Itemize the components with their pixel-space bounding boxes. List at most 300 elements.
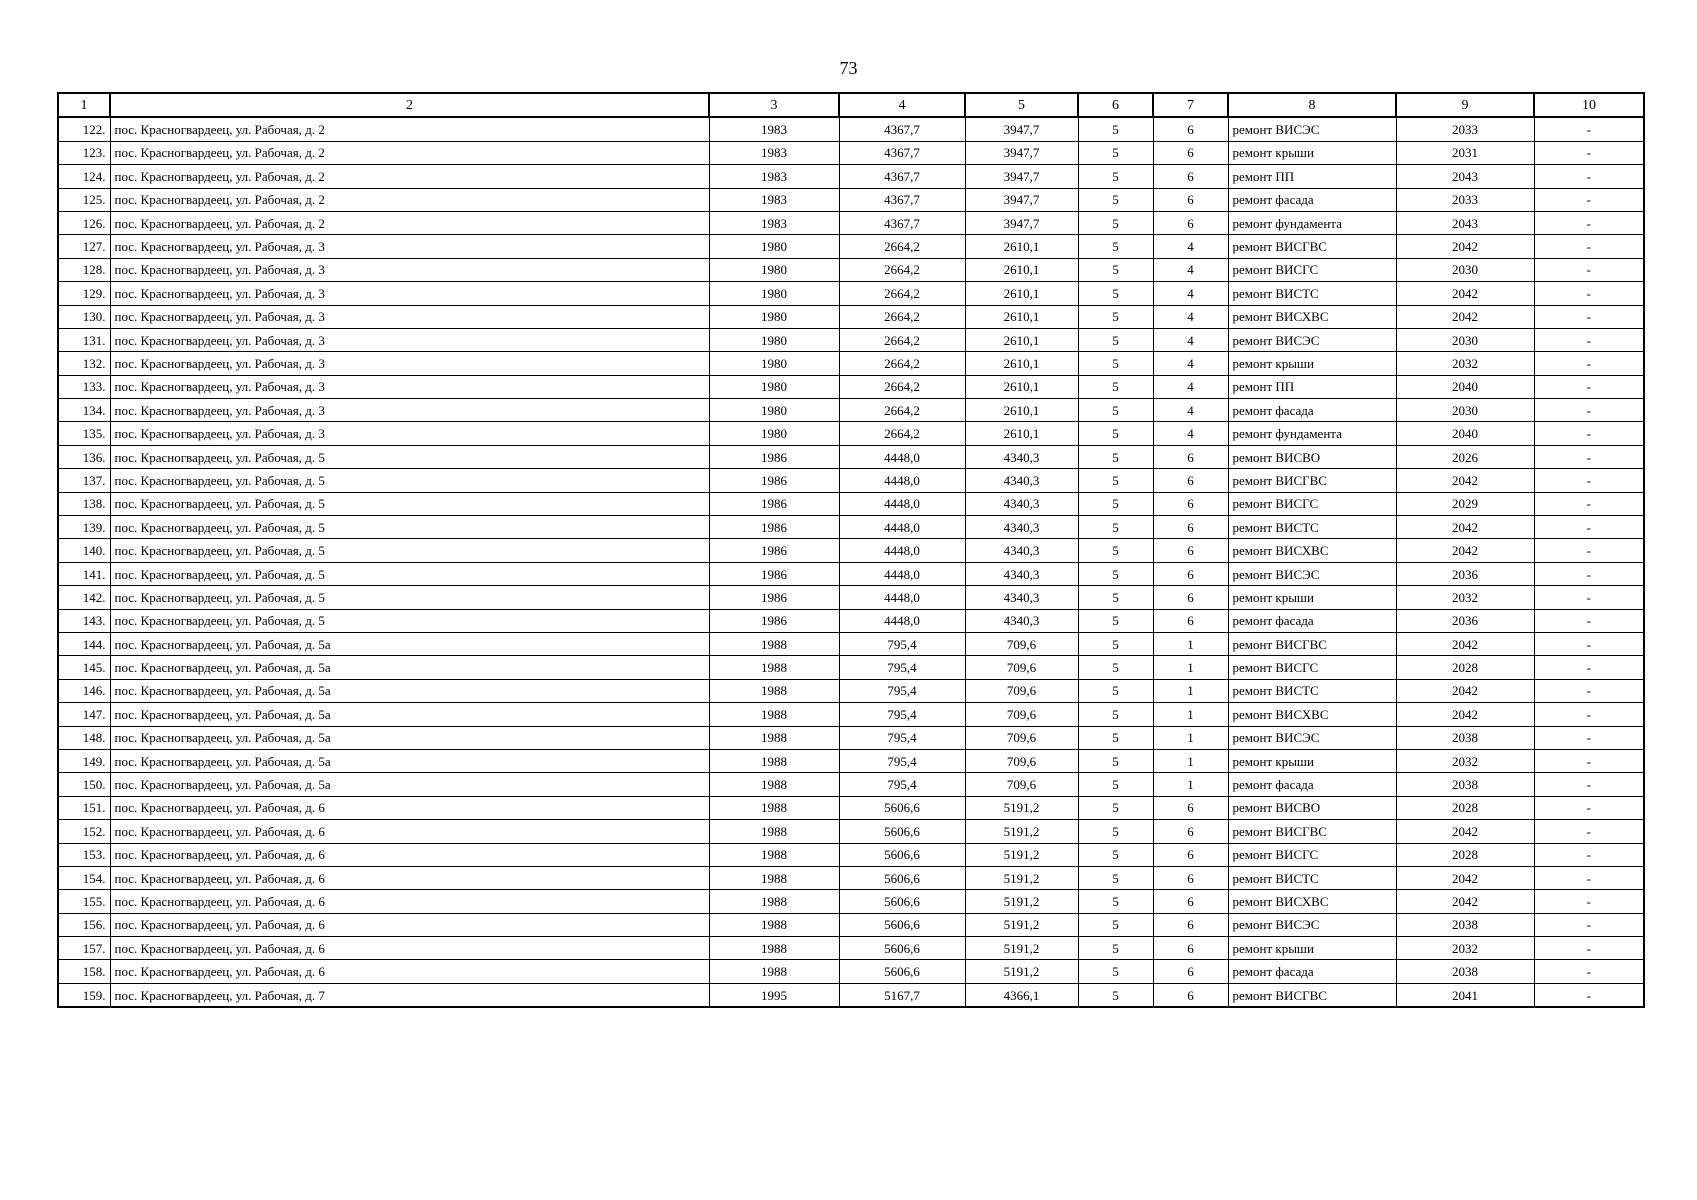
planned-year-cell: 2036 [1396,609,1534,632]
address-cell: пос. Красногвардеец, ул. Рабочая, д. 2 [110,188,709,211]
table-row [58,679,1644,702]
address-cell: пос. Красногвардеец, ул. Рабочая, д. 3 [110,305,709,328]
year-cell: 1988 [709,960,839,983]
total-area-cell: 5606,6 [839,796,965,819]
note-cell: - [1534,632,1644,655]
floors-cell: 5 [1078,609,1153,632]
table-row [58,890,1644,913]
address-cell: пос. Красногвардеец, ул. Рабочая, д. 3 [110,258,709,281]
year-cell: 1988 [709,820,839,843]
work-type-cell: ремонт ВИСВО [1228,796,1396,819]
row-number-cell: 149. [58,749,110,772]
work-type-cell: ремонт крыши [1228,749,1396,772]
planned-year-cell: 2042 [1396,539,1534,562]
planned-year-cell: 2040 [1396,375,1534,398]
planned-year-cell: 2030 [1396,399,1534,422]
entrances-cell: 4 [1153,328,1228,351]
row-number-cell: 134. [58,399,110,422]
year-cell: 1988 [709,890,839,913]
planned-year-cell: 2040 [1396,422,1534,445]
address-cell: пос. Красногвардеец, ул. Рабочая, д. 3 [110,399,709,422]
total-area-cell: 795,4 [839,679,965,702]
entrances-cell: 6 [1153,609,1228,632]
work-type-cell: ремонт ВИСТС [1228,516,1396,539]
note-cell: - [1534,211,1644,234]
note-cell: - [1534,562,1644,585]
entrances-cell: 4 [1153,282,1228,305]
floors-cell: 5 [1078,305,1153,328]
total-area-cell: 4448,0 [839,516,965,539]
note-cell: - [1534,703,1644,726]
row-number-cell: 127. [58,235,110,258]
living-area-cell: 709,6 [965,679,1078,702]
note-cell: - [1534,282,1644,305]
living-area-cell: 709,6 [965,703,1078,726]
note-cell: - [1534,866,1644,889]
table-row [58,703,1644,726]
living-area-cell: 3947,7 [965,211,1078,234]
floors-cell: 5 [1078,422,1153,445]
note-cell: - [1534,539,1644,562]
note-cell: - [1534,141,1644,164]
floors-cell: 5 [1078,352,1153,375]
living-area-cell: 5191,2 [965,866,1078,889]
note-cell: - [1534,960,1644,983]
living-area-cell: 5191,2 [965,796,1078,819]
planned-year-cell: 2038 [1396,773,1534,796]
year-cell: 1995 [709,983,839,1007]
year-cell: 1988 [709,749,839,772]
total-area-cell: 5606,6 [839,937,965,960]
entrances-cell: 6 [1153,469,1228,492]
column-header: 6 [1078,93,1153,117]
total-area-cell: 795,4 [839,749,965,772]
entrances-cell: 1 [1153,773,1228,796]
year-cell: 1986 [709,609,839,632]
work-type-cell: ремонт фасада [1228,188,1396,211]
row-number-cell: 158. [58,960,110,983]
year-cell: 1988 [709,656,839,679]
entrances-cell: 6 [1153,492,1228,515]
year-cell: 1988 [709,937,839,960]
floors-cell: 5 [1078,469,1153,492]
total-area-cell: 2664,2 [839,258,965,281]
address-cell: пос. Красногвардеец, ул. Рабочая, д. 5 [110,609,709,632]
table-row [58,492,1644,515]
row-number-cell: 140. [58,539,110,562]
work-type-cell: ремонт ВИСЭС [1228,328,1396,351]
row-number-cell: 126. [58,211,110,234]
year-cell: 1988 [709,726,839,749]
column-header: 4 [839,93,965,117]
total-area-cell: 2664,2 [839,235,965,258]
planned-year-cell: 2042 [1396,305,1534,328]
entrances-cell: 1 [1153,726,1228,749]
year-cell: 1980 [709,258,839,281]
table-row [58,141,1644,164]
note-cell: - [1534,235,1644,258]
total-area-cell: 2664,2 [839,399,965,422]
planned-year-cell: 2033 [1396,188,1534,211]
column-header: 1 [58,93,110,117]
year-cell: 1988 [709,866,839,889]
living-area-cell: 709,6 [965,773,1078,796]
floors-cell: 5 [1078,843,1153,866]
floors-cell: 5 [1078,562,1153,585]
total-area-cell: 2664,2 [839,375,965,398]
work-type-cell: ремонт ПП [1228,375,1396,398]
address-cell: пос. Красногвардеец, ул. Рабочая, д. 2 [110,141,709,164]
living-area-cell: 3947,7 [965,141,1078,164]
table-row [58,422,1644,445]
living-area-cell: 3947,7 [965,188,1078,211]
row-number-cell: 153. [58,843,110,866]
page-number: 73 [839,58,858,78]
entrances-cell: 6 [1153,562,1228,585]
living-area-cell: 2610,1 [965,352,1078,375]
total-area-cell: 2664,2 [839,282,965,305]
total-area-cell: 795,4 [839,632,965,655]
entrances-cell: 4 [1153,375,1228,398]
planned-year-cell: 2042 [1396,866,1534,889]
address-cell: пос. Красногвардеец, ул. Рабочая, д. 6 [110,937,709,960]
entrances-cell: 1 [1153,632,1228,655]
work-type-cell: ремонт фасада [1228,399,1396,422]
work-type-cell: ремонт ВИСЭС [1228,562,1396,585]
planned-year-cell: 2042 [1396,469,1534,492]
address-cell: пос. Красногвардеец, ул. Рабочая, д. 5а [110,632,709,655]
note-cell: - [1534,165,1644,188]
planned-year-cell: 2031 [1396,141,1534,164]
year-cell: 1986 [709,539,839,562]
address-cell: пос. Красногвардеец, ул. Рабочая, д. 5 [110,516,709,539]
year-cell: 1983 [709,188,839,211]
table-row [58,960,1644,983]
note-cell: - [1534,352,1644,375]
table-row [58,328,1644,351]
table-row [58,516,1644,539]
living-area-cell: 709,6 [965,656,1078,679]
planned-year-cell: 2032 [1396,586,1534,609]
table-row [58,773,1644,796]
table-row [58,632,1644,655]
year-cell: 1988 [709,843,839,866]
year-cell: 1986 [709,562,839,585]
table-row [58,211,1644,234]
entrances-cell: 6 [1153,960,1228,983]
planned-year-cell: 2042 [1396,890,1534,913]
address-cell: пос. Красногвардеец, ул. Рабочая, д. 6 [110,820,709,843]
table-row [58,188,1644,211]
work-type-cell: ремонт ВИСГС [1228,492,1396,515]
entrances-cell: 6 [1153,165,1228,188]
address-cell: пос. Красногвардеец, ул. Рабочая, д. 3 [110,352,709,375]
entrances-cell: 6 [1153,141,1228,164]
entrances-cell: 4 [1153,352,1228,375]
note-cell: - [1534,469,1644,492]
planned-year-cell: 2042 [1396,516,1534,539]
work-type-cell: ремонт ВИСТС [1228,679,1396,702]
living-area-cell: 4340,3 [965,586,1078,609]
living-area-cell: 4340,3 [965,609,1078,632]
living-area-cell: 5191,2 [965,913,1078,936]
entrances-cell: 1 [1153,679,1228,702]
floors-cell: 5 [1078,399,1153,422]
row-number-cell: 154. [58,866,110,889]
year-cell: 1980 [709,305,839,328]
work-type-cell: ремонт ВИСХВС [1228,890,1396,913]
entrances-cell: 6 [1153,796,1228,819]
address-cell: пос. Красногвардеец, ул. Рабочая, д. 3 [110,282,709,305]
floors-cell: 5 [1078,492,1153,515]
total-area-cell: 2664,2 [839,328,965,351]
floors-cell: 5 [1078,820,1153,843]
work-type-cell: ремонт ВИСТС [1228,866,1396,889]
note-cell: - [1534,937,1644,960]
floors-cell: 5 [1078,258,1153,281]
total-area-cell: 5606,6 [839,866,965,889]
address-cell: пос. Красногвардеец, ул. Рабочая, д. 7 [110,983,709,1007]
row-number-cell: 148. [58,726,110,749]
planned-year-cell: 2029 [1396,492,1534,515]
row-number-cell: 137. [58,469,110,492]
table-row [58,820,1644,843]
planned-year-cell: 2033 [1396,117,1534,141]
note-cell: - [1534,843,1644,866]
total-area-cell: 4367,7 [839,211,965,234]
floors-cell: 5 [1078,328,1153,351]
entrances-cell: 6 [1153,866,1228,889]
year-cell: 1980 [709,352,839,375]
table-row [58,539,1644,562]
entrances-cell: 6 [1153,820,1228,843]
living-area-cell: 5191,2 [965,843,1078,866]
address-cell: пос. Красногвардеец, ул. Рабочая, д. 5 [110,539,709,562]
entrances-cell: 1 [1153,749,1228,772]
address-cell: пос. Красногвардеец, ул. Рабочая, д. 3 [110,375,709,398]
living-area-cell: 4340,3 [965,562,1078,585]
address-cell: пос. Красногвардеец, ул. Рабочая, д. 5 [110,562,709,585]
table-row [58,117,1644,141]
address-cell: пос. Красногвардеец, ул. Рабочая, д. 2 [110,165,709,188]
table-header-row [58,93,1644,117]
row-number-cell: 147. [58,703,110,726]
table-row [58,305,1644,328]
living-area-cell: 4340,3 [965,516,1078,539]
total-area-cell: 795,4 [839,726,965,749]
year-cell: 1986 [709,492,839,515]
floors-cell: 5 [1078,445,1153,468]
table-row [58,445,1644,468]
table-row [58,726,1644,749]
column-header: 10 [1534,93,1644,117]
table-row [58,469,1644,492]
work-type-cell: ремонт ВИСЭС [1228,117,1396,141]
note-cell: - [1534,375,1644,398]
total-area-cell: 4367,7 [839,188,965,211]
floors-cell: 5 [1078,983,1153,1007]
entrances-cell: 4 [1153,305,1228,328]
address-cell: пос. Красногвардеец, ул. Рабочая, д. 5а [110,679,709,702]
total-area-cell: 4448,0 [839,492,965,515]
floors-cell: 5 [1078,796,1153,819]
work-type-cell: ремонт крыши [1228,586,1396,609]
note-cell: - [1534,586,1644,609]
work-type-cell: ремонт фундамента [1228,422,1396,445]
address-cell: пос. Красногвардеец, ул. Рабочая, д. 6 [110,843,709,866]
repair-schedule-table [57,92,1645,1008]
table-row [58,983,1644,1007]
year-cell: 1986 [709,586,839,609]
note-cell: - [1534,516,1644,539]
floors-cell: 5 [1078,117,1153,141]
floors-cell: 5 [1078,632,1153,655]
row-number-cell: 122. [58,117,110,141]
row-number-cell: 132. [58,352,110,375]
total-area-cell: 5606,6 [839,820,965,843]
work-type-cell: ремонт ПП [1228,165,1396,188]
total-area-cell: 5606,6 [839,843,965,866]
planned-year-cell: 2041 [1396,983,1534,1007]
work-type-cell: ремонт крыши [1228,352,1396,375]
entrances-cell: 6 [1153,117,1228,141]
address-cell: пос. Красногвардеец, ул. Рабочая, д. 6 [110,913,709,936]
floors-cell: 5 [1078,749,1153,772]
total-area-cell: 4448,0 [839,539,965,562]
year-cell: 1988 [709,913,839,936]
row-number-cell: 142. [58,586,110,609]
living-area-cell: 4340,3 [965,445,1078,468]
address-cell: пос. Красногвардеец, ул. Рабочая, д. 5а [110,703,709,726]
row-number-cell: 155. [58,890,110,913]
column-header: 3 [709,93,839,117]
address-cell: пос. Красногвардеец, ул. Рабочая, д. 2 [110,211,709,234]
work-type-cell: ремонт крыши [1228,141,1396,164]
living-area-cell: 4340,3 [965,492,1078,515]
table-row [58,913,1644,936]
year-cell: 1980 [709,282,839,305]
living-area-cell: 2610,1 [965,282,1078,305]
planned-year-cell: 2038 [1396,913,1534,936]
floors-cell: 5 [1078,188,1153,211]
floors-cell: 5 [1078,539,1153,562]
column-header: 5 [965,93,1078,117]
year-cell: 1986 [709,469,839,492]
row-number-cell: 144. [58,632,110,655]
address-cell: пос. Красногвардеец, ул. Рабочая, д. 5а [110,726,709,749]
note-cell: - [1534,258,1644,281]
row-number-cell: 129. [58,282,110,305]
total-area-cell: 5606,6 [839,960,965,983]
planned-year-cell: 2042 [1396,282,1534,305]
living-area-cell: 2610,1 [965,328,1078,351]
planned-year-cell: 2043 [1396,211,1534,234]
work-type-cell: ремонт ВИСГС [1228,656,1396,679]
address-cell: пос. Красногвардеец, ул. Рабочая, д. 6 [110,890,709,913]
column-header: 8 [1228,93,1396,117]
work-type-cell: ремонт ВИСГС [1228,843,1396,866]
planned-year-cell: 2042 [1396,703,1534,726]
address-cell: пос. Красногвардеец, ул. Рабочая, д. 5а [110,656,709,679]
table-row [58,609,1644,632]
table-row [58,796,1644,819]
work-type-cell: ремонт фасада [1228,773,1396,796]
entrances-cell: 6 [1153,843,1228,866]
entrances-cell: 1 [1153,703,1228,726]
entrances-cell: 6 [1153,937,1228,960]
planned-year-cell: 2026 [1396,445,1534,468]
total-area-cell: 4448,0 [839,562,965,585]
living-area-cell: 2610,1 [965,258,1078,281]
work-type-cell: ремонт ВИСГВС [1228,983,1396,1007]
planned-year-cell: 2032 [1396,749,1534,772]
table-row [58,843,1644,866]
column-header: 7 [1153,93,1228,117]
entrances-cell: 6 [1153,188,1228,211]
planned-year-cell: 2042 [1396,235,1534,258]
living-area-cell: 5191,2 [965,937,1078,960]
work-type-cell: ремонт ВИСХВС [1228,539,1396,562]
entrances-cell: 6 [1153,586,1228,609]
address-cell: пос. Красногвардеец, ул. Рабочая, д. 2 [110,117,709,141]
floors-cell: 5 [1078,726,1153,749]
address-cell: пос. Красногвардеец, ул. Рабочая, д. 3 [110,328,709,351]
work-type-cell: ремонт фасада [1228,609,1396,632]
note-cell: - [1534,726,1644,749]
work-type-cell: ремонт фундамента [1228,211,1396,234]
address-cell: пос. Красногвардеец, ул. Рабочая, д. 5 [110,469,709,492]
floors-cell: 5 [1078,375,1153,398]
floors-cell: 5 [1078,656,1153,679]
total-area-cell: 4448,0 [839,609,965,632]
entrances-cell: 1 [1153,656,1228,679]
note-cell: - [1534,117,1644,141]
row-number-cell: 124. [58,165,110,188]
work-type-cell: ремонт ВИСГВС [1228,632,1396,655]
address-cell: пос. Красногвардеец, ул. Рабочая, д. 5а [110,749,709,772]
floors-cell: 5 [1078,937,1153,960]
living-area-cell: 4340,3 [965,539,1078,562]
living-area-cell: 3947,7 [965,117,1078,141]
planned-year-cell: 2043 [1396,165,1534,188]
year-cell: 1980 [709,328,839,351]
entrances-cell: 4 [1153,422,1228,445]
column-header: 2 [110,93,709,117]
address-cell: пос. Красногвардеец, ул. Рабочая, д. 5а [110,773,709,796]
planned-year-cell: 2028 [1396,796,1534,819]
address-cell: пос. Красногвардеец, ул. Рабочая, д. 5 [110,492,709,515]
total-area-cell: 2664,2 [839,422,965,445]
total-area-cell: 4367,7 [839,141,965,164]
row-number-cell: 130. [58,305,110,328]
row-number-cell: 131. [58,328,110,351]
living-area-cell: 2610,1 [965,422,1078,445]
total-area-cell: 4448,0 [839,445,965,468]
row-number-cell: 128. [58,258,110,281]
total-area-cell: 4367,7 [839,117,965,141]
note-cell: - [1534,445,1644,468]
year-cell: 1983 [709,165,839,188]
total-area-cell: 2664,2 [839,305,965,328]
table-row [58,399,1644,422]
note-cell: - [1534,328,1644,351]
row-number-cell: 143. [58,609,110,632]
work-type-cell: ремонт ВИСГС [1228,258,1396,281]
total-area-cell: 4448,0 [839,586,965,609]
table-row [58,352,1644,375]
entrances-cell: 6 [1153,539,1228,562]
entrances-cell: 4 [1153,235,1228,258]
